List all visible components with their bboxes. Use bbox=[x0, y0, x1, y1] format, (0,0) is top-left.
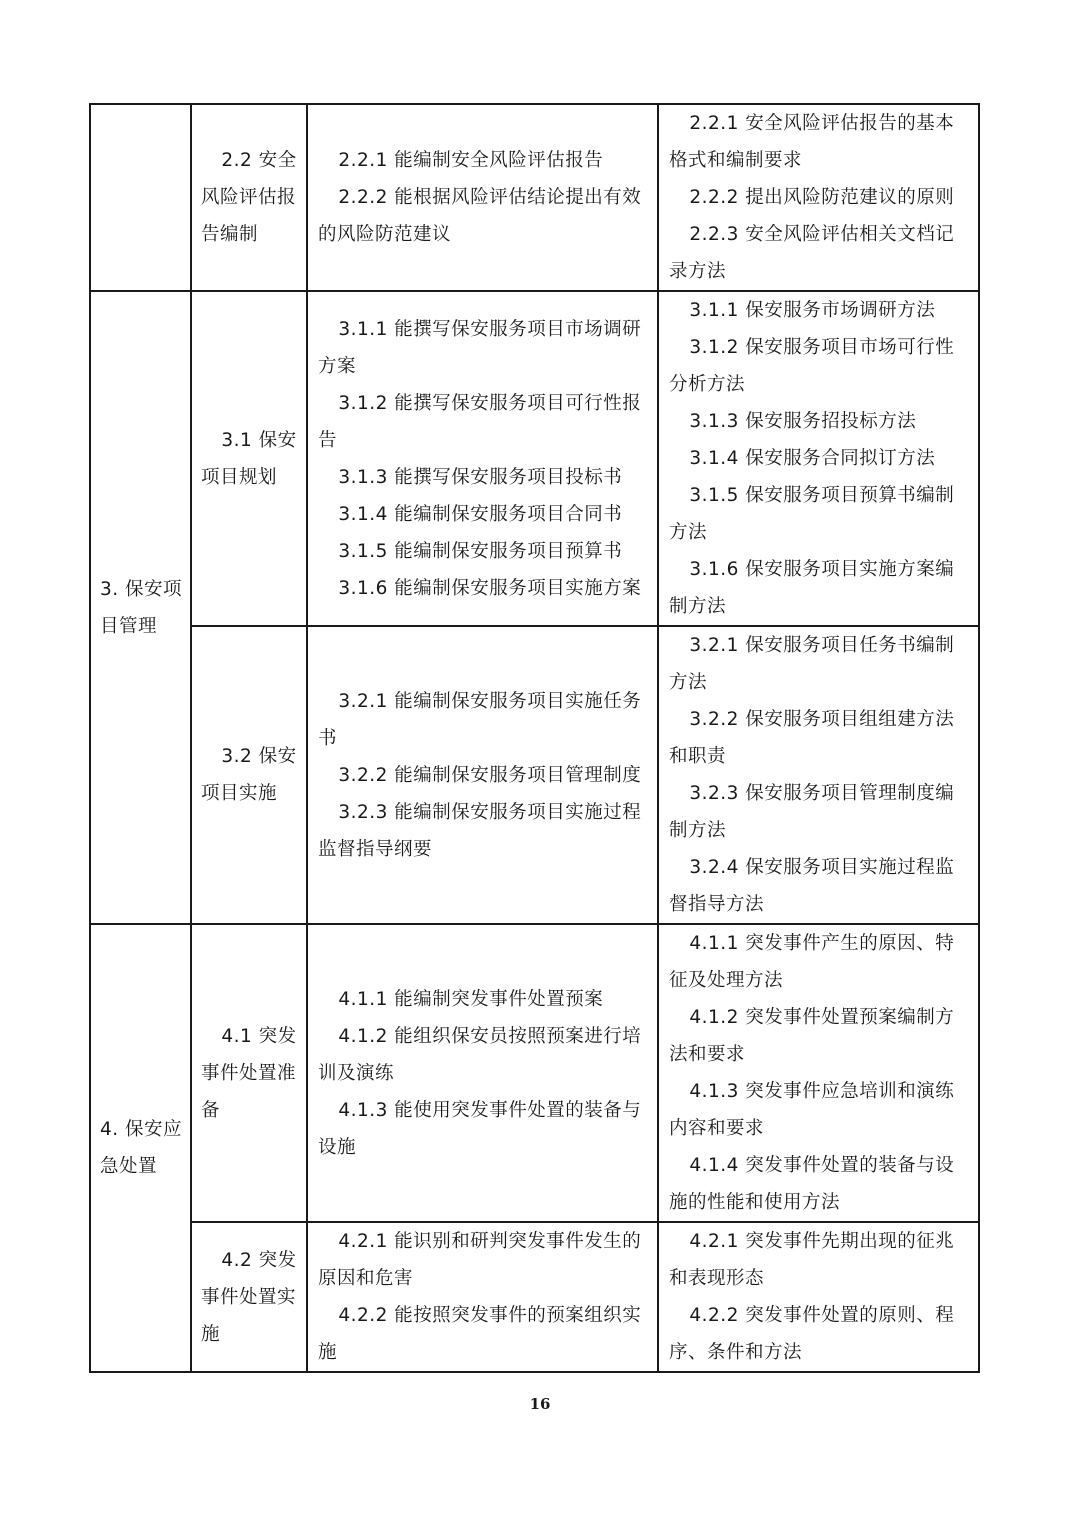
knowledge-cell bbox=[658, 924, 979, 1222]
knowledge-cell bbox=[658, 626, 979, 924]
skill-item: 3.1.4 能编制保安服务项目合同书 bbox=[338, 503, 623, 525]
knowledge-item: 2.2.2 提出风险防范建议的原则 bbox=[689, 187, 955, 208]
category-cell bbox=[90, 924, 191, 1372]
skills-cell bbox=[307, 104, 658, 291]
knowledge-item: 4.1.1 突发事件产生的原因、特征及处理方法 bbox=[669, 933, 955, 991]
unit-cell bbox=[191, 1222, 307, 1372]
table-row bbox=[90, 626, 979, 924]
skill-item: 2.2.2 能根据风险评估结论提出有效的风险防范建议 bbox=[318, 187, 642, 245]
skill-item: 3.2.2 能编制保安服务项目管理制度 bbox=[338, 764, 642, 786]
skill-item: 4.1.1 能编制突发事件处置预案 bbox=[338, 988, 604, 1010]
unit-label: 3.1 保安项目规划 bbox=[201, 429, 297, 488]
knowledge-item: 4.1.2 突发事件处置预案编制方法和要求 bbox=[669, 1007, 955, 1065]
knowledge-item: 3.2.1 保安服务项目任务书编制方法 bbox=[669, 635, 955, 693]
skill-item: 4.1.2 能组织保安员按照预案进行培训及演练 bbox=[318, 1025, 642, 1084]
knowledge-cell bbox=[658, 1222, 979, 1372]
knowledge-item: 3.1.5 保安服务项目预算书编制方法 bbox=[669, 485, 955, 543]
knowledge-item: 3.1.2 保安服务项目市场可行性分析方法 bbox=[669, 337, 955, 395]
knowledge-item: 4.2.1 突发事件先期出现的征兆和表现形态 bbox=[669, 1231, 955, 1289]
skills-cell bbox=[307, 924, 658, 1222]
unit-cell bbox=[191, 924, 307, 1222]
knowledge-cell bbox=[658, 291, 979, 626]
unit-cell bbox=[191, 104, 307, 291]
unit-label: 4.2 突发事件处置实施 bbox=[201, 1249, 297, 1345]
knowledge-item: 4.1.3 突发事件应急培训和演练内容和要求 bbox=[669, 1081, 955, 1139]
unit-label: 3.2 保安项目实施 bbox=[201, 746, 297, 804]
unit-cell bbox=[191, 291, 307, 626]
knowledge-item: 4.1.4 突发事件处置的装备与设施的性能和使用方法 bbox=[669, 1155, 955, 1213]
unit-cell bbox=[191, 626, 307, 924]
skill-item: 3.2.1 能编制保安服务项目实施任务书 bbox=[318, 690, 642, 749]
table-row bbox=[90, 924, 979, 1222]
knowledge-item: 3.1.6 保安服务项目实施方案编制方法 bbox=[669, 559, 955, 617]
page-number: 16 bbox=[529, 1395, 551, 1413]
knowledge-item: 3.1.1 保安服务市场调研方法 bbox=[689, 300, 936, 321]
table-row bbox=[90, 1222, 979, 1372]
table-row bbox=[90, 291, 979, 626]
knowledge-item: 3.2.4 保安服务项目实施过程监督指导方法 bbox=[669, 857, 955, 915]
knowledge-item: 4.2.2 突发事件处置的原则、程序、条件和方法 bbox=[669, 1305, 955, 1363]
unit-label: 2.2 安全风险评估报告编制 bbox=[201, 150, 297, 245]
skill-item: 3.1.6 能编制保安服务项目实施方案 bbox=[338, 577, 642, 599]
skill-item: 3.1.1 能撰写保安服务项目市场调研方案 bbox=[318, 318, 642, 377]
category-cell bbox=[90, 104, 191, 291]
skill-item: 2.2.1 能编制安全风险评估报告 bbox=[338, 150, 604, 171]
knowledge-item: 3.2.3 保安服务项目管理制度编制方法 bbox=[669, 783, 955, 841]
skills-cell bbox=[307, 1222, 658, 1372]
table-row bbox=[90, 104, 979, 291]
unit-label: 4.1 突发事件处置准备 bbox=[201, 1025, 297, 1121]
category-label: 4. 保安应急处置 bbox=[100, 1119, 183, 1177]
skills-cell bbox=[307, 626, 658, 924]
category-cell bbox=[90, 291, 191, 924]
skill-item: 3.2.3 能编制保安服务项目实施过程监督指导纲要 bbox=[318, 801, 642, 860]
skill-item: 3.1.2 能撰写保安服务项目可行性报告 bbox=[318, 392, 642, 451]
skills-cell bbox=[307, 291, 658, 626]
knowledge-item: 3.1.3 保安服务招投标方法 bbox=[689, 411, 917, 432]
category-label: 3. 保安项目管理 bbox=[100, 578, 183, 637]
knowledge-item: 3.1.4 保安服务合同拟订方法 bbox=[689, 448, 936, 469]
knowledge-item: 2.2.1 安全风险评估报告的基本格式和编制要求 bbox=[669, 113, 955, 171]
skill-item: 4.2.1 能识别和研判突发事件发生的原因和危害 bbox=[318, 1231, 642, 1289]
skill-item: 4.2.2 能按照突发事件的预案组织实施 bbox=[318, 1305, 642, 1363]
knowledge-item: 3.2.2 保安服务项目组组建方法和职责 bbox=[669, 709, 955, 767]
standards-table-container bbox=[89, 103, 978, 1373]
skill-item: 4.1.3 能使用突发事件处置的装备与设施 bbox=[318, 1099, 642, 1158]
skill-item: 3.1.5 能编制保安服务项目预算书 bbox=[338, 540, 623, 562]
knowledge-item: 2.2.3 安全风险评估相关文档记录方法 bbox=[669, 224, 955, 282]
knowledge-cell bbox=[658, 104, 979, 291]
standards-table bbox=[89, 103, 980, 1373]
skill-item: 3.1.3 能撰写保安服务项目投标书 bbox=[338, 466, 623, 488]
